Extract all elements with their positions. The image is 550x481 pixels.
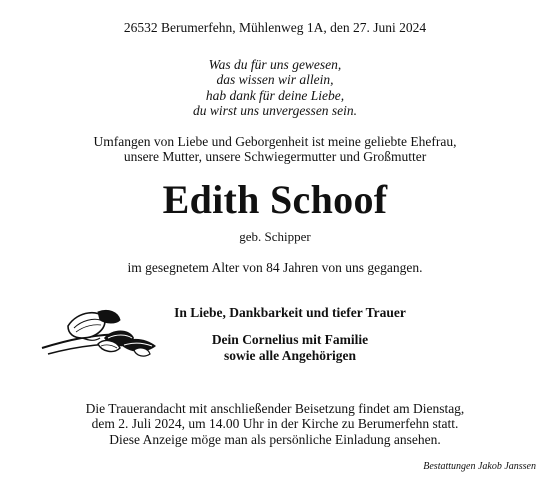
deceased-name: Edith Schoof	[162, 177, 388, 222]
place-date-line: 26532 Berumerfehn, Mühlenweg 1A, den 27. Juni 2024	[123, 20, 427, 35]
funeral-line: dem 2. Juli 2024, um 14.00 Uhr in der Kirche zu Berumerfehn statt.	[91, 416, 459, 432]
family-line: sowie alle Angehörigen	[224, 347, 356, 363]
closing-line: In Liebe, Dankbarkeit und tiefer Trauer	[174, 305, 406, 320]
poem-line: Was du für uns gewesen,	[208, 57, 342, 72]
funeral-info	[0, 401, 550, 447]
funeral-line: Diese Anzeige möge man als persönliche Einladung ansehen.	[109, 431, 441, 447]
calla-lily-icon	[38, 304, 162, 364]
poem	[0, 57, 550, 118]
family-signature	[170, 332, 410, 363]
intro-line: Umfangen von Liebe und Geborgenheit ist meine geliebte Ehefrau,	[93, 134, 457, 149]
intro-line: unsere Mutter, unsere Schwiegermutter und Großmutter	[123, 149, 427, 165]
age-line: im gesegnetem Alter von 84 Jahren von uns gegangen.	[127, 260, 423, 275]
poem-line: das wissen wir allein,	[216, 72, 334, 88]
poem-line: du wirst uns unvergessen sein.	[192, 102, 358, 118]
undertaker-credit: Bestattungen Jakob Janssen	[423, 461, 536, 472]
poem-line: hab dank für deine Liebe,	[205, 87, 345, 103]
birth-name: geb. Schipper	[239, 229, 311, 244]
family-line: Dein Cornelius mit Familie	[211, 332, 369, 347]
funeral-line: Die Trauerandacht mit anschließender Beisetzung findet am Dienstag,	[85, 401, 465, 416]
intro-text	[0, 134, 550, 165]
